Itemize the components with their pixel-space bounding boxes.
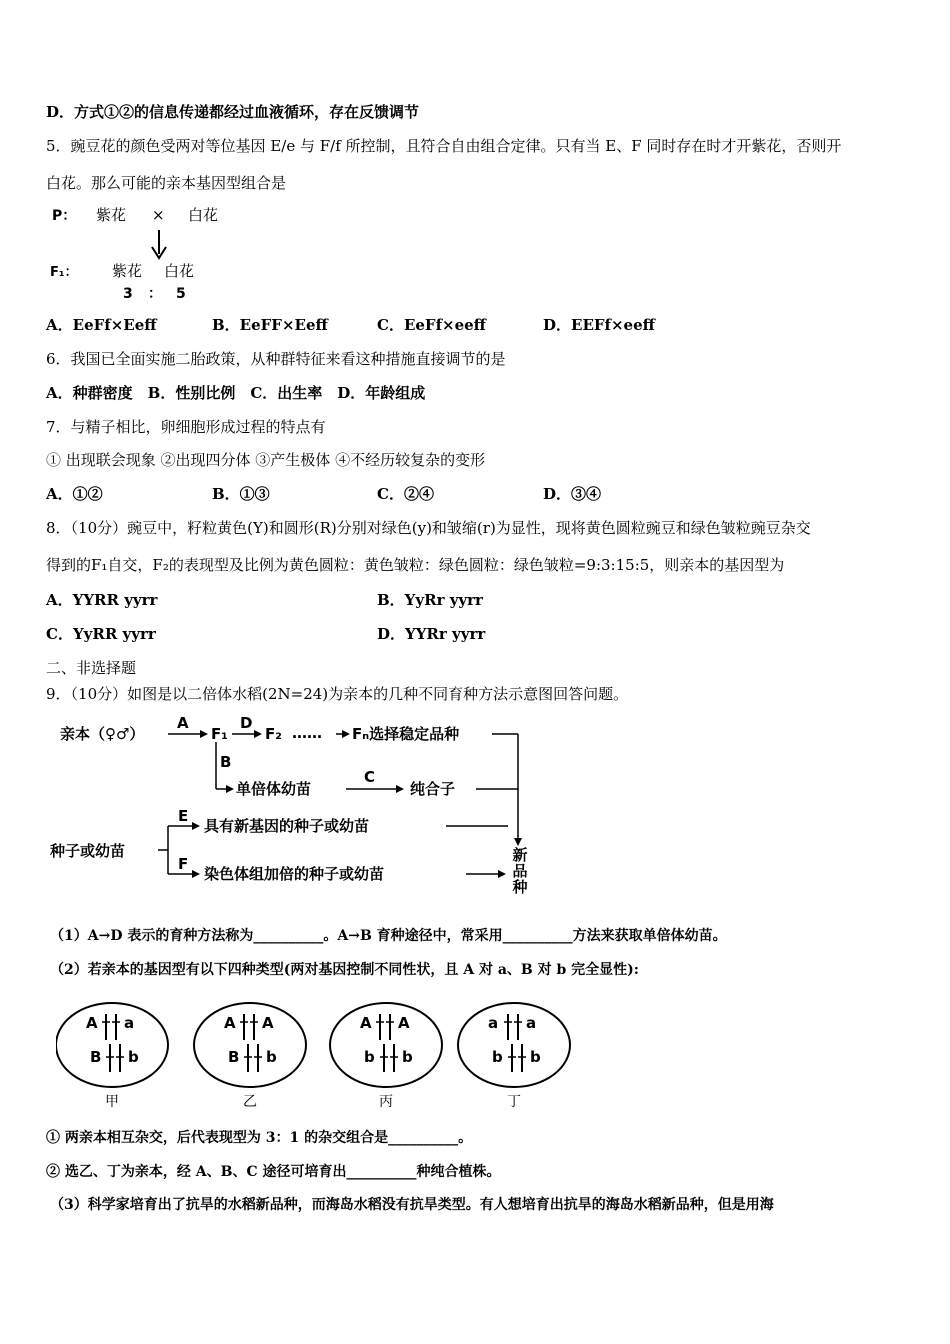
flow-label-d: D	[240, 714, 253, 732]
cell-label: 甲	[105, 1094, 119, 1110]
cell-label: 丙	[379, 1094, 393, 1110]
allele-bottom-left: B	[228, 1048, 240, 1066]
allele-top-right: a	[526, 1014, 537, 1032]
cross-symbol: ×	[152, 206, 165, 224]
p-label: P：	[52, 208, 77, 224]
allele-bottom-right: b	[402, 1048, 413, 1066]
flow-haploid: 单倍体幼苗	[236, 780, 312, 798]
q7-items: ① 出现联会现象 ②出现四分体 ③产生极体 ④不经历较复杂的变形	[46, 451, 486, 469]
flow-label-b: B	[220, 753, 232, 771]
q7-stem: 7．与精子相比，卵细胞形成过程的特点有	[46, 418, 326, 436]
q5-stem-line2: 白花。那么可能的亲本基因型组合是	[46, 174, 287, 192]
ratio-a: 3	[123, 286, 133, 302]
flow-label-e: E	[178, 807, 189, 825]
q8-option-d: D．YYRr yyrr	[377, 625, 486, 643]
flow-parent: 亲本（♀♂）	[60, 725, 145, 743]
q9-part3: （3）科学家培育出了抗旱的水稻新品种，而海岛水稻没有抗旱类型。有人想培育出抗旱的海岛水稻新品种，但是用海	[50, 1197, 774, 1213]
q7-option-b: B．①③	[212, 485, 270, 503]
q7-option-c: C．②④	[377, 485, 434, 503]
flow-pure: 纯合子	[410, 780, 456, 798]
q5-option-d: D．EEFf×eeff	[543, 316, 655, 334]
q4-option-d: D．方式①②的信息传递都经过血液循环，存在反馈调节	[46, 103, 420, 121]
q5-stem-line1: 5．豌豆花的颜色受两对等位基因 E/e 与 F/f 所控制，且符合自由组合定律。只有当 E、F 同时存在时才开紫花，否则开	[46, 137, 842, 155]
cell-4	[458, 1003, 570, 1087]
f1-label: F₁：	[50, 265, 78, 280]
q8-stem-line2: 得到的F₁自交，F₂的表现型及比例为黄色圆粒：黄色皱粒：绿色圆粒：绿色皱粒=9:3:15:5，则亲本的基因型为	[46, 556, 785, 574]
flow-newvar-char2: 品	[512, 862, 528, 880]
cell-1	[56, 1003, 168, 1087]
q9-sub1: ① 两亲本相互杂交，后代表现型为 3：1 的杂交组合是__________。	[46, 1130, 473, 1146]
p-right: 白花	[188, 206, 219, 224]
cell-3	[330, 1003, 442, 1087]
allele-top-right: a	[124, 1014, 135, 1032]
q7-option-a: A．①②	[46, 485, 103, 503]
allele-bottom-right: b	[128, 1048, 139, 1066]
flow-label-a: A	[177, 714, 189, 732]
flow-dots: ……	[292, 724, 322, 742]
flow-newgene: 具有新基因的种子或幼苗	[204, 817, 370, 835]
allele-top-right: A	[398, 1014, 410, 1032]
q5-option-b: B．EeFF×Eeff	[212, 316, 328, 334]
q8-option-b: B．YyRr yyrr	[377, 591, 483, 609]
q5-cross-diagram	[48, 200, 248, 304]
q6-options: A．种群密度 B．性别比例 C．出生率 D．年龄组成	[46, 384, 426, 402]
section-title: 二、非选择题	[46, 659, 137, 677]
flow-f1: F₁	[211, 725, 228, 743]
q8-option-c: C．YyRR yyrr	[46, 625, 156, 643]
q8-stem-line1: 8．（10分）豌豆中，籽粒黄色(Y)和圆形(R)分别对绿色(y)和皱缩(r)为显性，现将黄色圆粒豌豆和绿色皱粒豌豆杂交	[46, 519, 811, 537]
f1-left: 紫花	[112, 262, 143, 280]
flow-newvar-char3: 种	[512, 878, 528, 896]
flow-label-c: C	[364, 768, 376, 786]
allele-bottom-left: b	[364, 1048, 375, 1066]
cell-label: 丁	[507, 1094, 521, 1110]
allele-top-left: A	[86, 1014, 98, 1032]
cell-label: 乙	[243, 1094, 257, 1110]
flow-newvar-char1: 新	[512, 846, 528, 864]
q8-option-a: A．YYRR yyrr	[46, 591, 158, 609]
allele-top-right: A	[262, 1014, 274, 1032]
f1-right: 白花	[164, 262, 195, 280]
q9-part1: （1）A→D 表示的育种方法称为__________。A→B 育种途径中，常采用__________方法来获取单倍体幼苗。	[50, 928, 727, 944]
flow-label-f: F	[178, 855, 189, 873]
q5-option-c: C．EeFf×eeff	[377, 316, 486, 334]
p-left: 紫花	[96, 206, 127, 224]
allele-top-left: A	[224, 1014, 236, 1032]
q9-stem: 9．（10分）如图是以二倍体水稻(2N=24)为亲本的几种不同育种方法示意图回答问题。	[46, 685, 629, 703]
flow-fn: Fₙ选择稳定品种	[352, 725, 460, 743]
allele-bottom-right: b	[530, 1048, 541, 1066]
cell-2	[194, 1003, 306, 1087]
q6-stem: 6．我国已全面实施二胎政策，从种群特征来看这种措施直接调节的是	[46, 350, 506, 368]
allele-bottom-left: B	[90, 1048, 102, 1066]
q9-part2: （2）若亲本的基因型有以下四种类型(两对基因控制不同性状，且 A 对 a、B 对 b 完全显性):	[50, 962, 639, 978]
ratio-b: 5	[176, 286, 186, 302]
flow-f2: F₂	[265, 725, 282, 743]
q7-option-d: D．③④	[543, 485, 602, 503]
flow-doubled: 染色体组加倍的种子或幼苗	[204, 865, 385, 883]
breeding-flowchart	[46, 712, 546, 902]
allele-bottom-right: b	[266, 1048, 277, 1066]
allele-bottom-left: b	[492, 1048, 503, 1066]
allele-top-left: a	[488, 1014, 499, 1032]
allele-top-left: A	[360, 1014, 372, 1032]
flow-seed: 种子或幼苗	[50, 842, 126, 860]
q9-sub2: ② 选乙、丁为亲本，经 A、B、C 途径可培育出__________种纯合植株。	[46, 1164, 501, 1180]
flow-newvar: 新品种	[46, 712, 49, 713]
q5-option-a: A．EeFf×Eeff	[46, 316, 157, 334]
genotype-cells	[56, 1000, 586, 1112]
ratio-sep: ：	[148, 286, 162, 302]
